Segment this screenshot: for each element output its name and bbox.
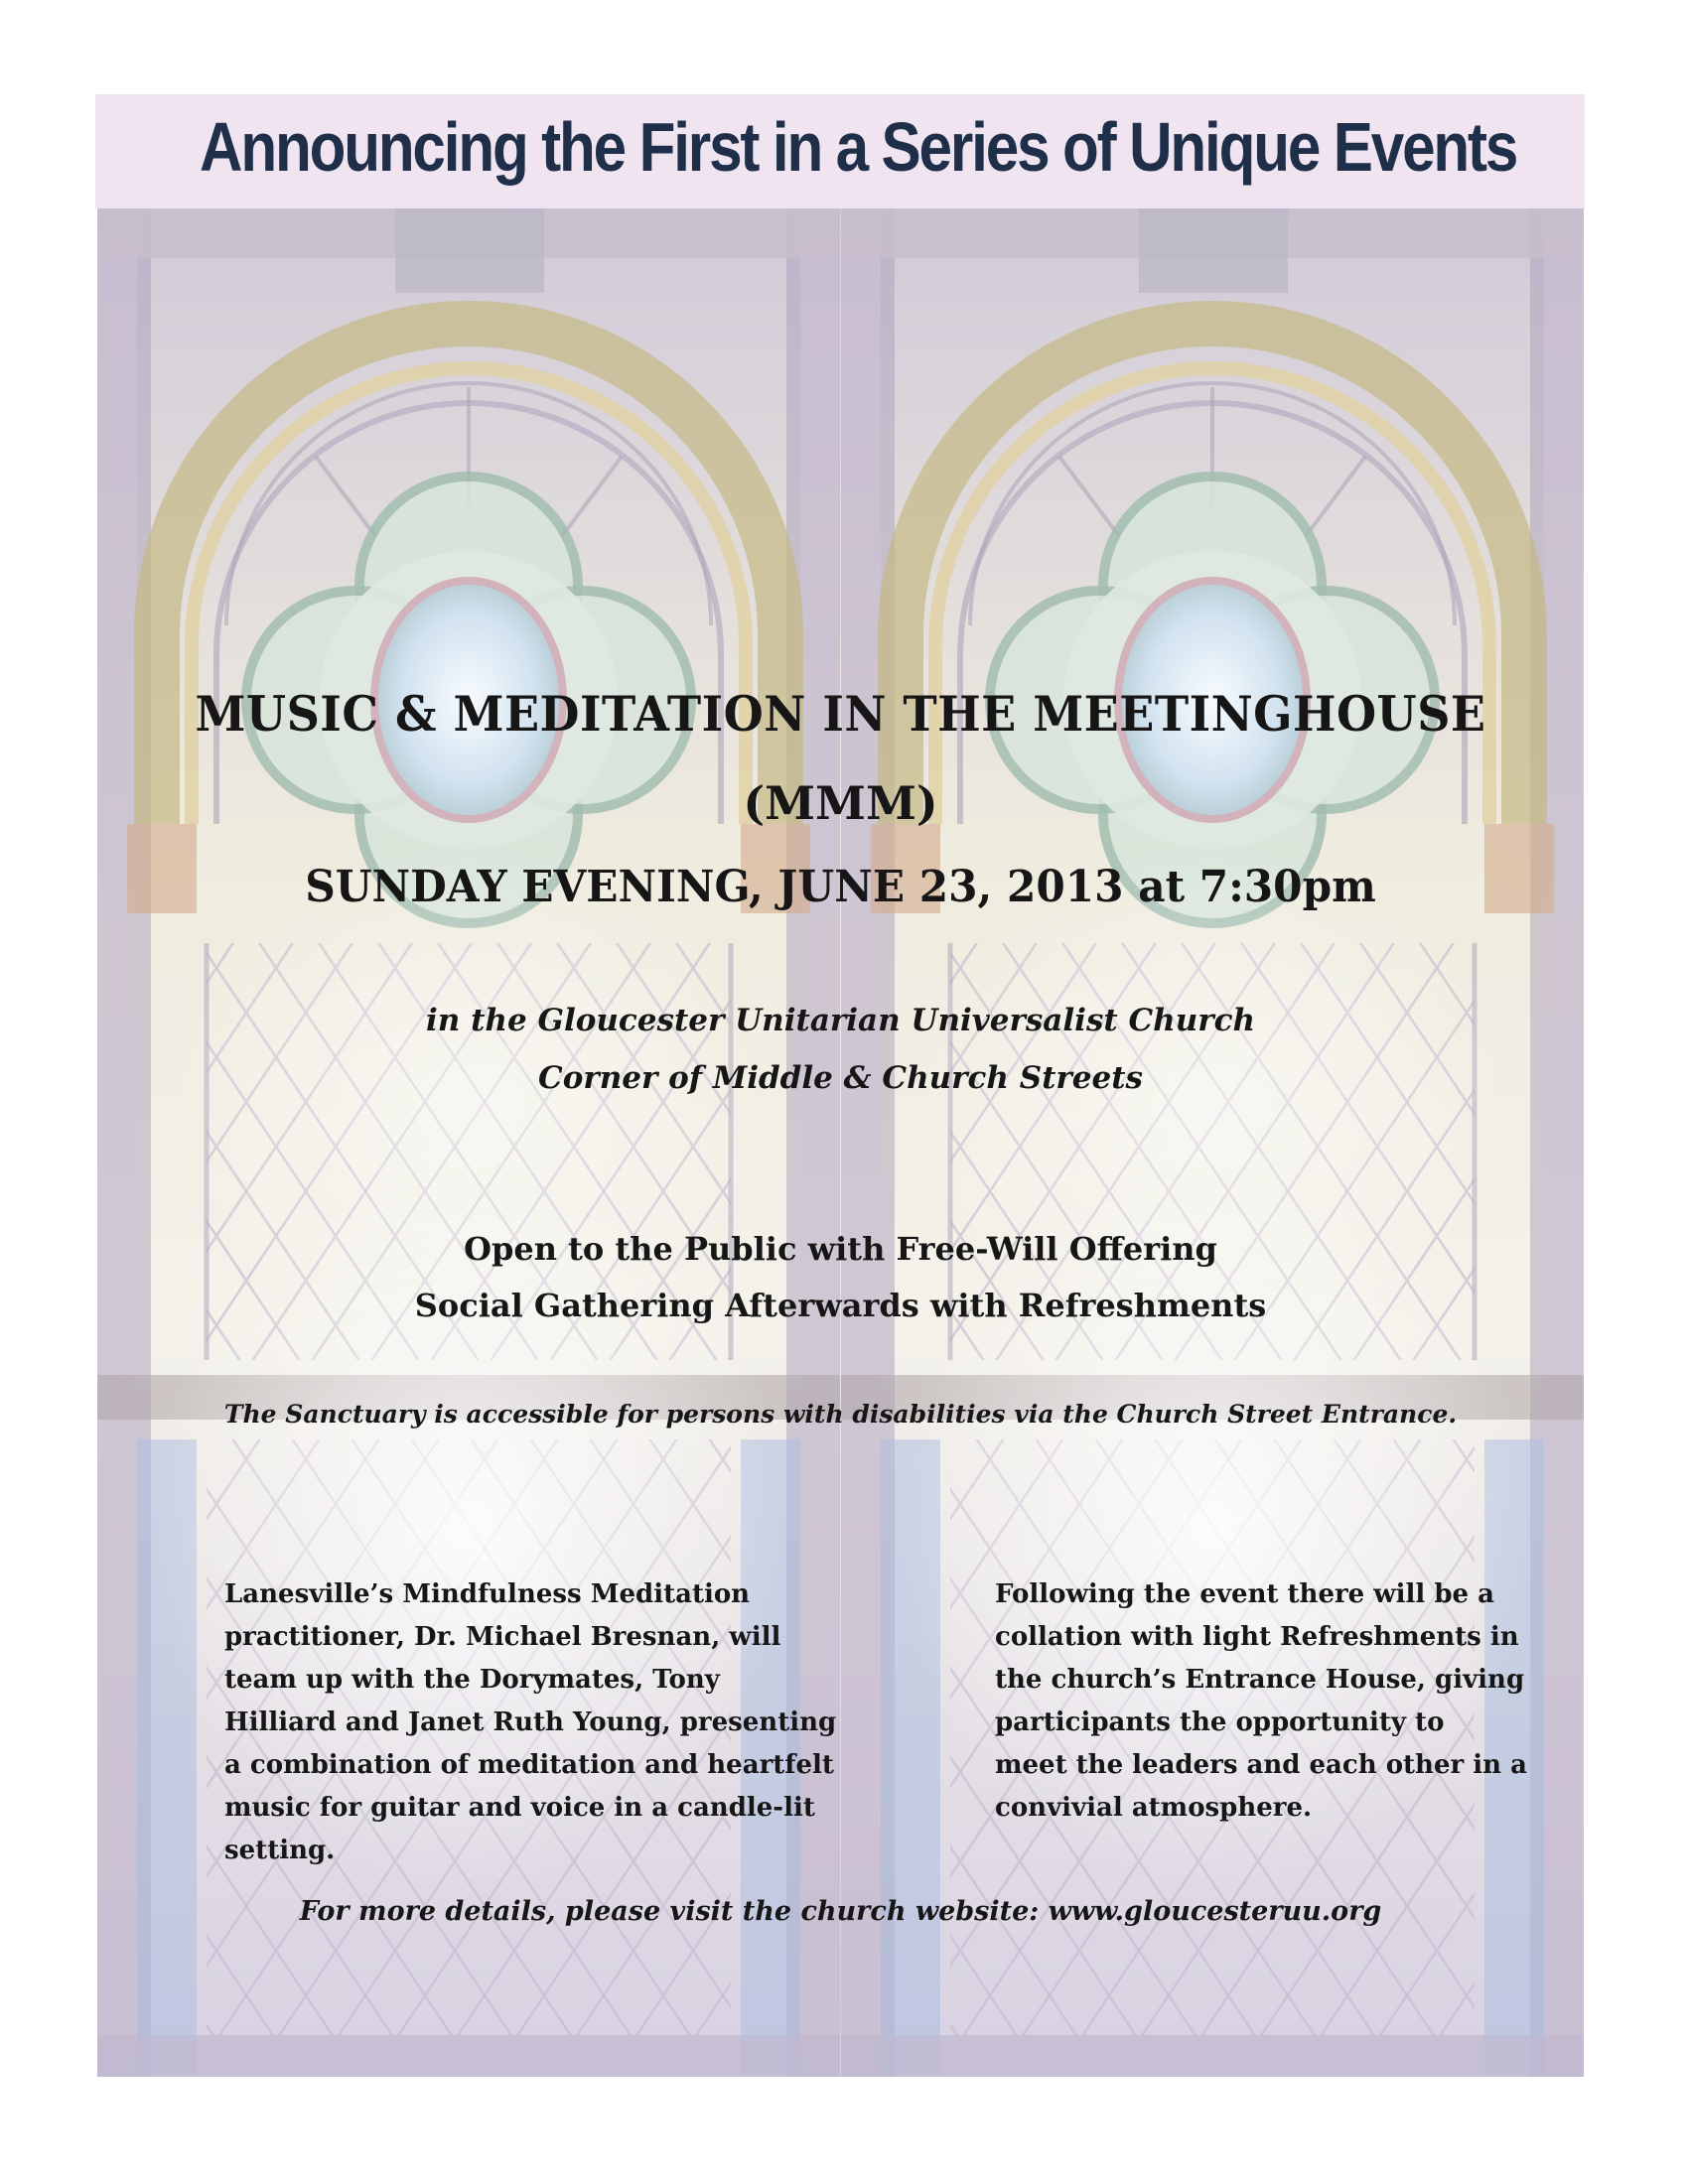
description-line: a combination of meditation and heartfelt	[224, 1750, 834, 1780]
event-abbreviation: (MMM)	[743, 776, 938, 830]
description-line: convivial atmosphere.	[995, 1793, 1313, 1823]
venue-line-1: in the Gloucester Unitarian Universalist Church	[425, 1003, 1256, 1038]
description-line: practitioner, Dr. Michael Bresnan, will	[224, 1622, 781, 1652]
description-line: setting.	[224, 1836, 336, 1865]
venue-line-2: Corner of Middle & Church Streets	[538, 1060, 1143, 1096]
page-title: Announcing the First in a Series of Unique Events	[200, 108, 1517, 186]
footer-website-note: For more details, please visit the church website: www.gloucesteruu.org	[299, 1896, 1382, 1927]
event-title: MUSIC & MEDITATION IN THE MEETINGHOUSE	[195, 685, 1486, 743]
description-line: team up with the Dorymates, Tony	[224, 1665, 720, 1695]
description-line: collation with light Refreshments in	[995, 1622, 1519, 1652]
description-line: Hilliard and Janet Ruth Young, presenting	[224, 1707, 837, 1737]
admission-line-1: Open to the Public with Free-Will Offering	[464, 1230, 1217, 1268]
description-line: Lanesville’s Mindfulness Meditation	[224, 1579, 751, 1609]
description-line: meet the leaders and each other in a	[995, 1750, 1527, 1780]
description-right	[995, 1573, 1551, 1830]
description-left	[224, 1573, 840, 1872]
admission-line-2: Social Gathering Afterwards with Refreshments	[414, 1287, 1267, 1324]
accessibility-note: The Sanctuary is accessible for persons with disabilities via the Church Street Entrance.	[223, 1400, 1458, 1429]
description-line: music for guitar and voice in a candle-lit	[224, 1793, 815, 1823]
description-line: participants the opportunity to	[995, 1707, 1445, 1737]
description-line: the church’s Entrance House, giving	[995, 1665, 1525, 1695]
description-line: Following the event there will be a	[995, 1579, 1494, 1609]
event-datetime: SUNDAY EVENING, JUNE 23, 2013 at 7:30pm	[305, 862, 1376, 912]
